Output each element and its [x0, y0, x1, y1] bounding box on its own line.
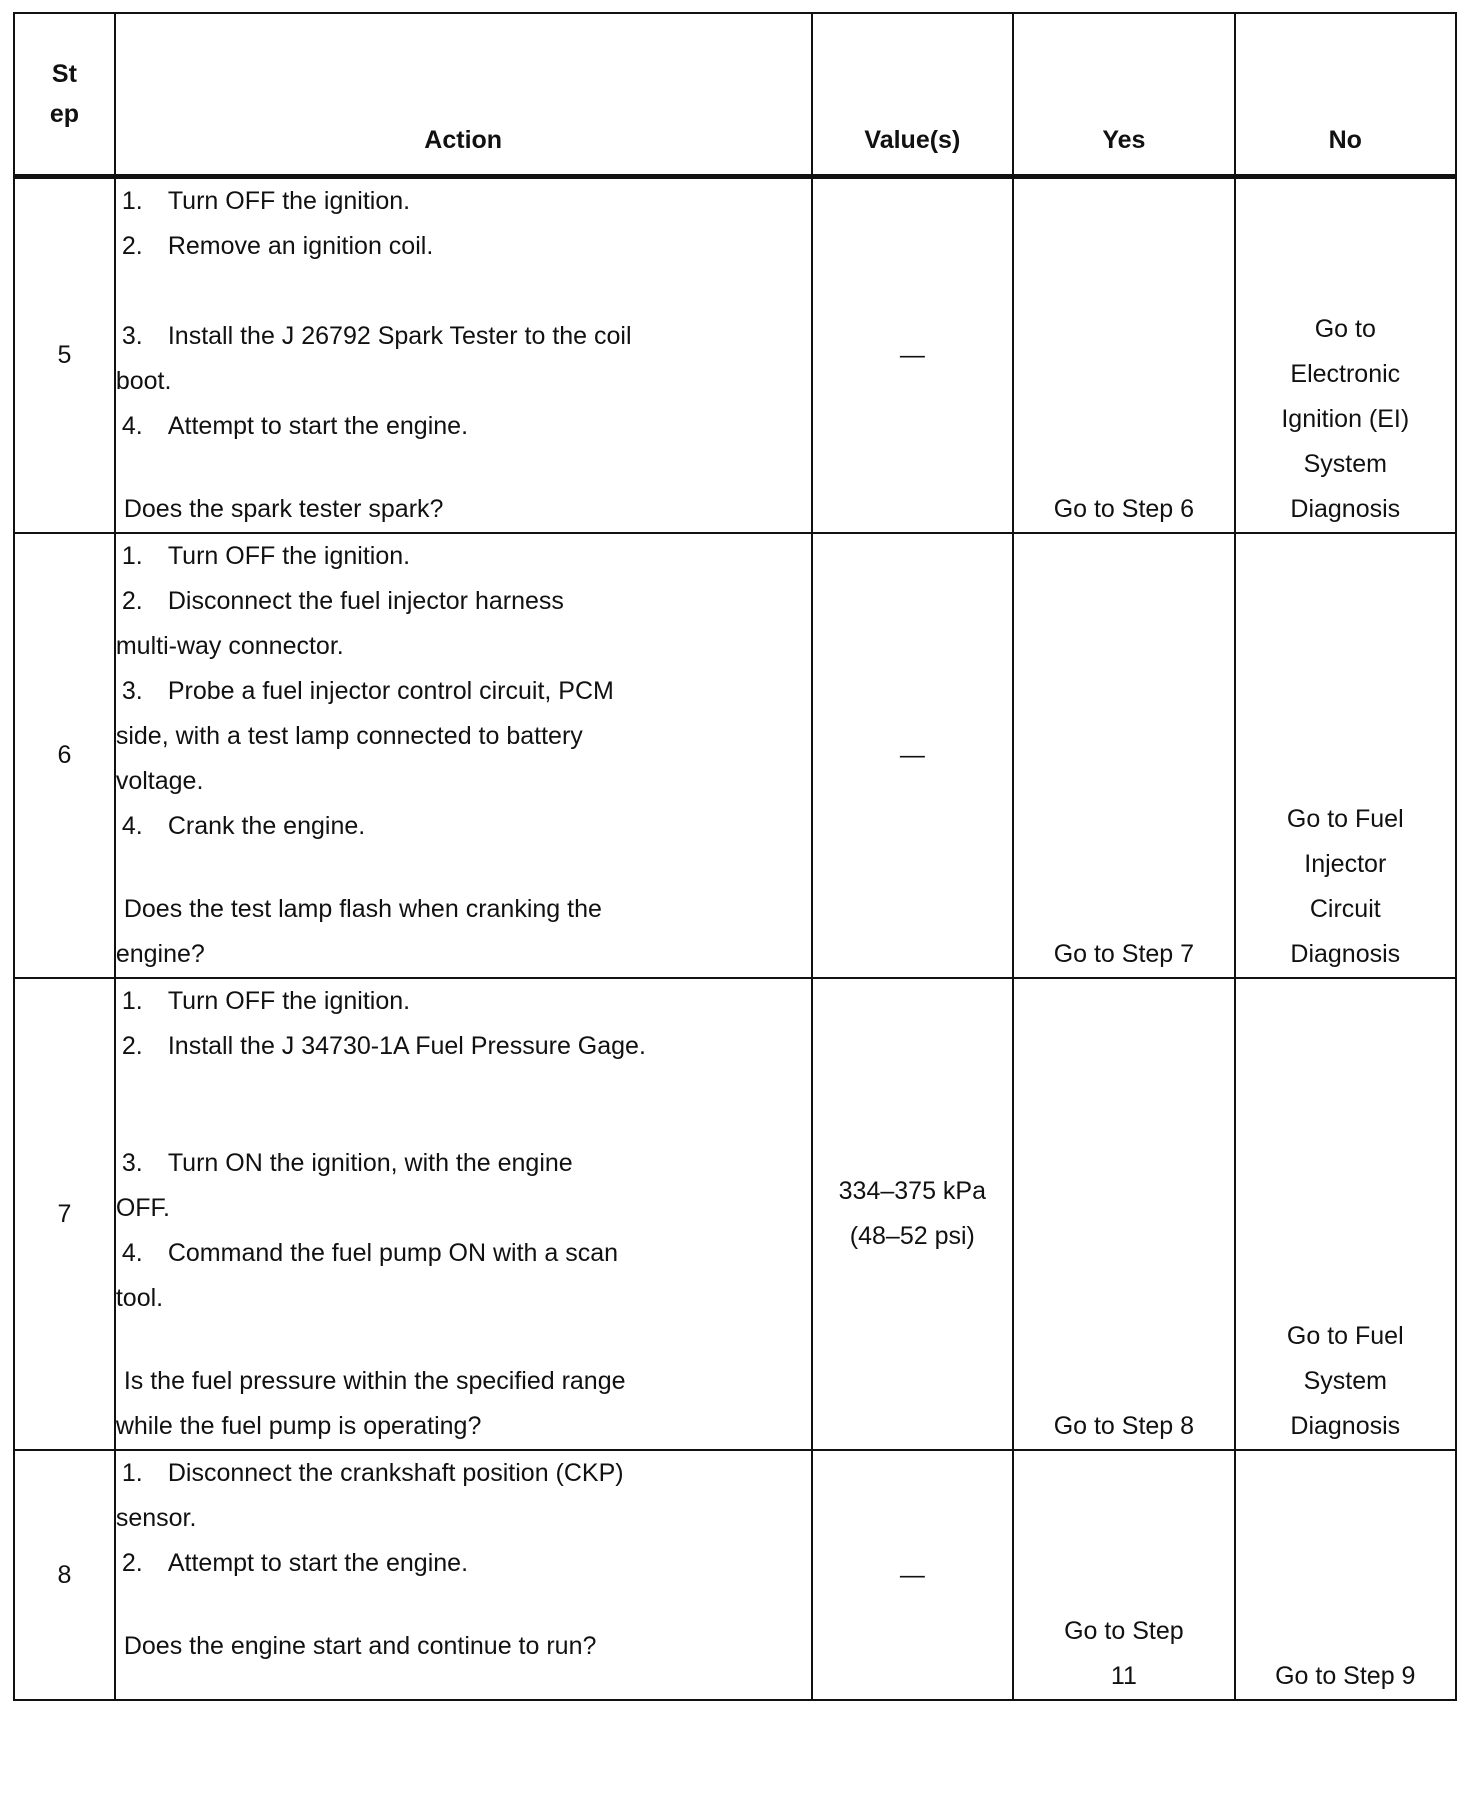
no-text: Go to Fuel Injector Circuit Diagnosis: [1286, 805, 1404, 968]
action-item: 3. Turn ON the ignition, with the engine: [121, 1149, 573, 1177]
action-item: 4. Attempt to start the engine.: [121, 412, 469, 440]
action-cell: [115, 1450, 812, 1700]
action-item: 2. Remove an ignition coil.: [121, 232, 434, 260]
action-cell: [115, 533, 812, 978]
action-item: 1. Turn OFF the ignition.: [121, 542, 411, 570]
action-item: 1. Disconnect the crankshaft position (CKP): [121, 1459, 624, 1487]
no-column-header: [1235, 13, 1456, 177]
action-item: 4. Crank the engine.: [121, 812, 366, 840]
header-row: [14, 13, 1456, 177]
action-item-continued: voltage.: [115, 767, 204, 795]
step-header-line1: St: [51, 60, 77, 88]
action-header-label: Action: [424, 126, 503, 154]
yes-text: Go to Step 8: [1053, 1412, 1195, 1440]
yes-text: Go to Step 7: [1053, 940, 1195, 968]
no-cell: [1235, 1450, 1456, 1700]
action-item-continued: side, with a test lamp connected to battery: [115, 722, 583, 750]
no-text: Go to Step 9: [1275, 1662, 1416, 1690]
action-item-continued: sensor.: [115, 1504, 197, 1532]
yes-header-label: Yes: [1102, 126, 1146, 154]
action-cell: [115, 177, 812, 534]
value-cell: —: [812, 533, 1014, 978]
yes-cell: [1013, 533, 1234, 978]
action-item-continued: OFF.: [115, 1194, 171, 1222]
values-column-header: [812, 13, 1014, 177]
step-header-line2: ep: [49, 100, 80, 128]
action-item-continued: multi-way connector.: [115, 632, 344, 660]
question-text-continued: engine?: [115, 940, 205, 968]
yes-cell: [1013, 1450, 1234, 1700]
action-item: 2. Install the J 34730-1A Fuel Pressure Gage.: [121, 1032, 646, 1060]
value-text: 334–375 kPa (48–52 psi): [838, 1177, 987, 1250]
no-text: Go to Electronic Ignition (EI) System Diagnosis: [1281, 315, 1410, 523]
action-item-continued: boot.: [115, 367, 172, 395]
yes-cell: [1013, 978, 1234, 1450]
table-row-step-8: [14, 1450, 1456, 1700]
action-item: 3. Probe a fuel injector control circuit, PCM: [121, 677, 614, 705]
yes-column-header: [1013, 13, 1234, 177]
table-row-step-5: [14, 177, 1456, 534]
yes-text: Go to Step 6: [1053, 495, 1195, 523]
no-cell: [1235, 177, 1456, 534]
no-cell: [1235, 533, 1456, 978]
question-text: Does the test lamp flash when cranking the: [123, 895, 602, 923]
question-text-continued: while the fuel pump is operating?: [115, 1412, 482, 1440]
step-number: 6: [14, 533, 115, 978]
value-cell: [812, 978, 1014, 1450]
action-item: 2. Disconnect the fuel injector harness: [121, 587, 564, 615]
action-cell: [115, 978, 812, 1450]
value-cell: —: [812, 1450, 1014, 1700]
yes-text: Go to Step 11: [1064, 1617, 1184, 1690]
action-item: 1. Turn OFF the ignition.: [121, 187, 411, 215]
question-text: Is the fuel pressure within the specified range: [123, 1367, 626, 1395]
step-column-header: [14, 13, 115, 177]
question-text: Does the spark tester spark?: [123, 495, 444, 523]
no-header-label: No: [1328, 126, 1362, 154]
yes-cell: [1013, 177, 1234, 534]
step-number: 7: [14, 978, 115, 1450]
no-cell: [1235, 978, 1456, 1450]
action-item: 3. Install the J 26792 Spark Tester to the coil: [121, 322, 632, 350]
no-text: Go to Fuel System Diagnosis: [1286, 1322, 1404, 1440]
question-text: Does the engine start and continue to run?: [123, 1632, 597, 1660]
step-number: 8: [14, 1450, 115, 1700]
diagnostic-table: [13, 12, 1457, 1701]
action-column-header: [115, 13, 812, 177]
value-cell: —: [812, 177, 1014, 534]
table-row-step-7: [14, 978, 1456, 1450]
action-item: 4. Command the fuel pump ON with a scan: [121, 1239, 619, 1267]
values-header-label: Value(s): [864, 126, 961, 154]
action-item-continued: tool.: [115, 1284, 164, 1312]
table-row-step-6: [14, 533, 1456, 978]
action-item: 2. Attempt to start the engine.: [121, 1549, 469, 1577]
step-number: 5: [14, 177, 115, 534]
action-item: 1. Turn OFF the ignition.: [121, 987, 411, 1015]
